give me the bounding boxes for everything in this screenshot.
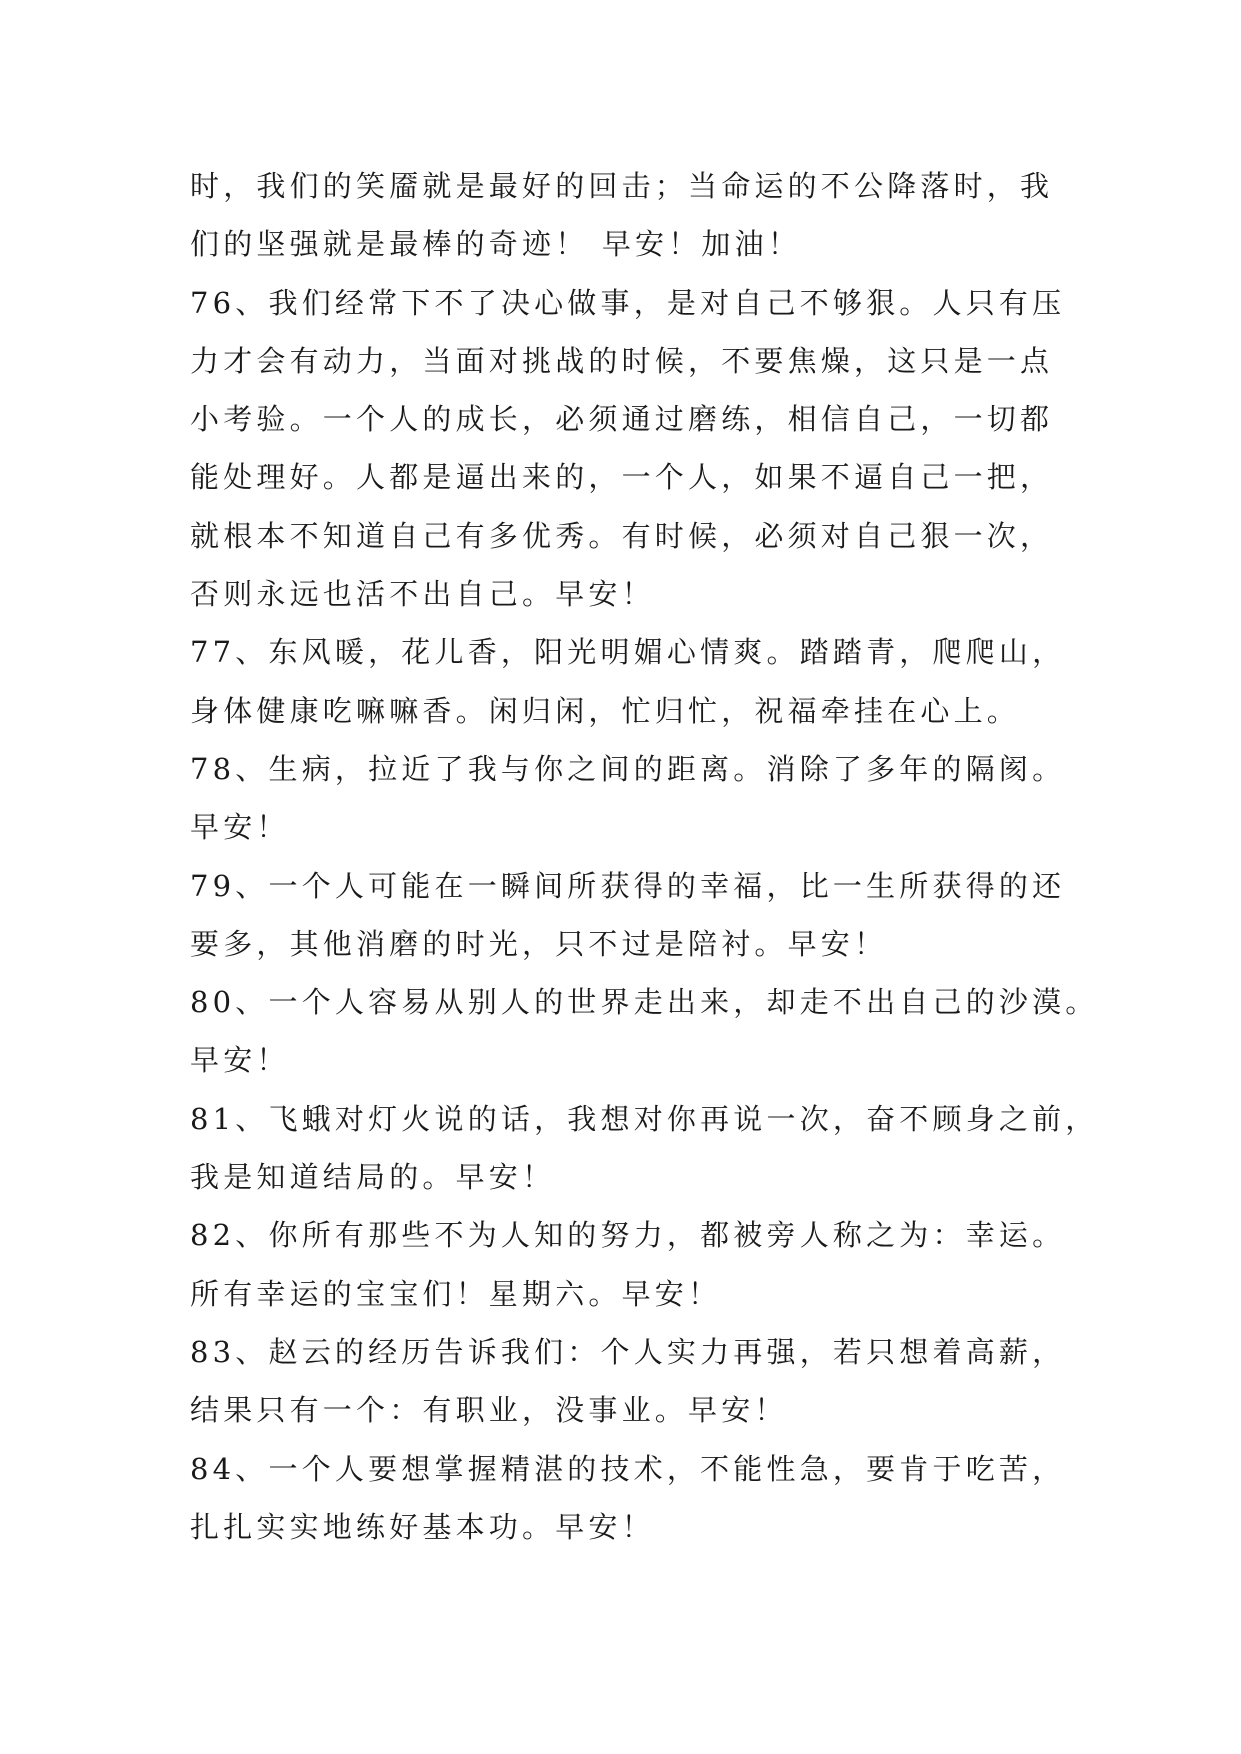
text-line: 身体健康吃嘛嘛香。闲归闲，忙归忙，祝福牵挂在心上。 xyxy=(190,693,1021,728)
text-line: 83、赵云的经历告诉我们：个人实力再强，若只想着高薪， xyxy=(190,1334,1066,1369)
text-line: 78、生病，拉近了我与你之间的距离。消除了多年的隔阂。 xyxy=(190,751,1066,786)
text-line: 力才会有动力，当面对挑战的时候，不要焦燥，这只是一点 xyxy=(190,343,1054,378)
text-line: 要多，其他消磨的时光，只不过是陪衬。早安！ xyxy=(190,926,888,961)
text-line: 81、飞蛾对灯火说的话，我想对你再说一次，奋不顾身之前， xyxy=(190,1101,1099,1136)
text-line: 时，我们的笑靥就是最好的回击；当命运的不公降落时，我 xyxy=(190,169,1054,203)
text-line: 84、一个人要想掌握精湛的技术，不能性急，要肯于吃苦， xyxy=(190,1451,1066,1486)
text-line: 能处理好。人都是逼出来的，一个人，如果不逼自己一把， xyxy=(190,460,1054,495)
text-line: 早安！ xyxy=(190,810,290,845)
text-line: 早安！ xyxy=(190,1043,290,1078)
text-line: 79、一个人可能在一瞬间所获得的幸福，比一生所获得的还 xyxy=(190,868,1066,903)
text-line: 76、我们经常下不了决心做事，是对自己不够狠。人只有压 xyxy=(190,285,1066,320)
text-line: 77、东风暖，花儿香，阳光明媚心情爽。踏踏青，爬爬山， xyxy=(190,635,1066,670)
text-line: 80、一个人容易从别人的世界走出来，却走不出自己的沙漠。 xyxy=(190,985,1099,1020)
text-line: 82、你所有那些不为人知的努力，都被旁人称之为：幸运。 xyxy=(190,1218,1066,1253)
text-line: 就根本不知道自己有多优秀。有时候，必须对自己狠一次， xyxy=(190,518,1054,553)
text-line: 否则永远也活不出自己。早安！ xyxy=(190,577,655,612)
text-line: 结果只有一个：有职业，没事业。早安！ xyxy=(190,1393,788,1428)
document-body xyxy=(190,157,1099,1556)
text-line: 小考验。一个人的成长，必须通过磨练，相信自己，一切都 xyxy=(190,402,1054,437)
text-line: 所有幸运的宝宝们！星期六。早安！ xyxy=(190,1276,722,1311)
text-line: 扎扎实实地练好基本功。早安！ xyxy=(190,1509,655,1544)
text-line: 我是知道结局的。早安！ xyxy=(190,1160,556,1195)
text-line: 们的坚强就是最棒的奇迹！ 早安！加油！ xyxy=(190,227,802,262)
